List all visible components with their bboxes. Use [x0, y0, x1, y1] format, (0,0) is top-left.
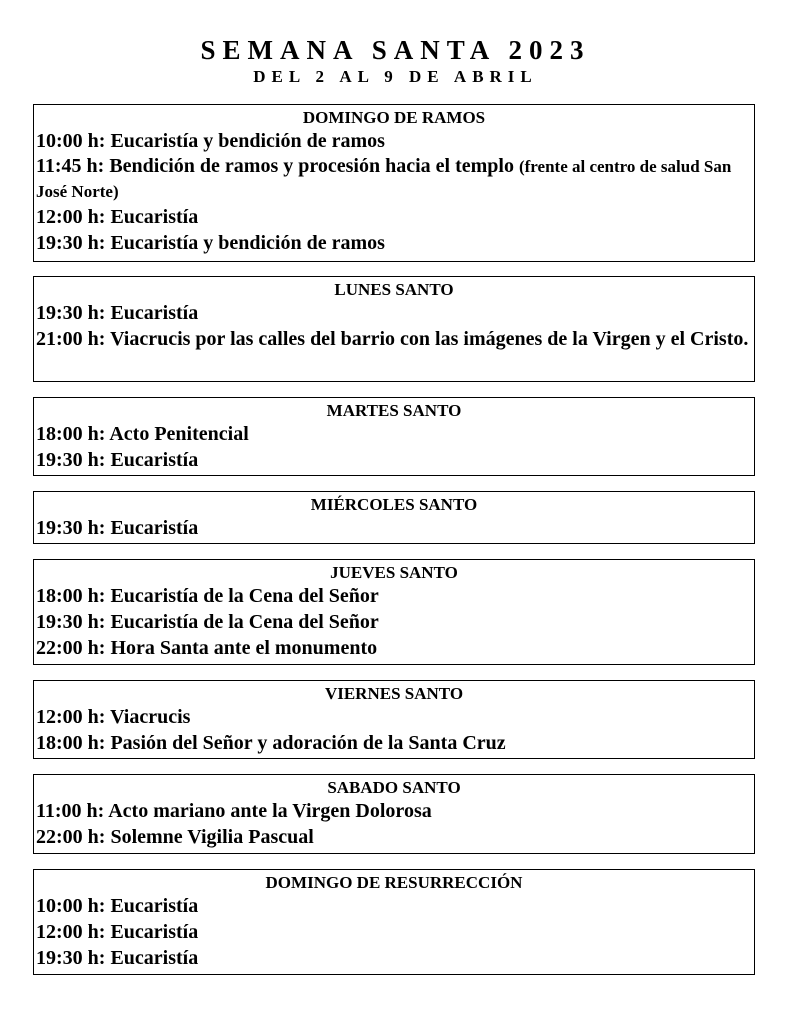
day-title: JUEVES SANTO [330, 563, 458, 582]
event-item: 18:00 h: Pasión del Señor y adoración de la Santa Cruz [36, 732, 506, 754]
event-item: 19:30 h: Eucaristía [36, 517, 199, 539]
day-title: SABADO SANTO [327, 778, 461, 797]
event-item: 12:00 h: Eucaristía [36, 921, 199, 943]
day-sabado-santo [33, 774, 755, 854]
day-martes-santo [33, 397, 755, 476]
event-item: 19:30 h: Eucaristía [36, 947, 199, 969]
event-item: 11:00 h: Acto mariano ante la Virgen Dolorosa [36, 800, 432, 822]
event-note: (frente al centro de salud San José Norte) [36, 157, 732, 201]
event-item: 21:00 h: Viacrucis por las calles del barrio con las imágenes de la Virgen y el Cristo. [36, 328, 749, 350]
day-title: MIÉRCOLES SANTO [310, 495, 478, 514]
day-title: DOMINGO DE RAMOS [302, 108, 486, 127]
event-item: 18:00 h: Eucaristía de la Cena del Señor [36, 585, 379, 607]
event-item: 10:00 h: Eucaristía [36, 895, 199, 917]
event-item: 12:00 h: Eucaristía [36, 206, 199, 228]
day-title: VIERNES SANTO [324, 684, 464, 703]
day-lunes-santo [33, 276, 755, 382]
day-domingo-de-resurreccion [33, 869, 755, 975]
event-item: 12:00 h: Viacrucis [36, 706, 191, 728]
day-title: MARTES SANTO [326, 401, 462, 420]
event-item: 22:00 h: Hora Santa ante el monumento [36, 637, 378, 659]
page-title: SEMANA SANTA 2023 [200, 35, 591, 65]
day-title: DOMINGO DE RESURRECCIÓN [265, 873, 523, 892]
day-domingo-de-ramos [33, 104, 755, 262]
event-item: 22:00 h: Solemne Vigilia Pascual [36, 826, 314, 848]
event-item: 19:30 h: Eucaristía y bendición de ramos [36, 232, 385, 254]
event-item: 19:30 h: Eucaristía [36, 302, 199, 324]
event-item: 19:30 h: Eucaristía de la Cena del Señor [36, 611, 379, 633]
page-subtitle: DEL 2 AL 9 DE ABRIL [253, 67, 538, 86]
day-title: LUNES SANTO [334, 280, 454, 299]
event-item: 18:00 h: Acto Penitencial [36, 423, 249, 445]
day-jueves-santo [33, 559, 755, 665]
event-item [34, 154, 754, 204]
day-viernes-santo [33, 680, 755, 759]
event-item: 10:00 h: Eucaristía y bendición de ramos [36, 130, 385, 152]
event-text: 11:45 h: Bendición de ramos y procesión hacia el templo [36, 155, 514, 177]
day-miercoles-santo [33, 491, 755, 544]
event-item: 19:30 h: Eucaristía [36, 449, 199, 471]
